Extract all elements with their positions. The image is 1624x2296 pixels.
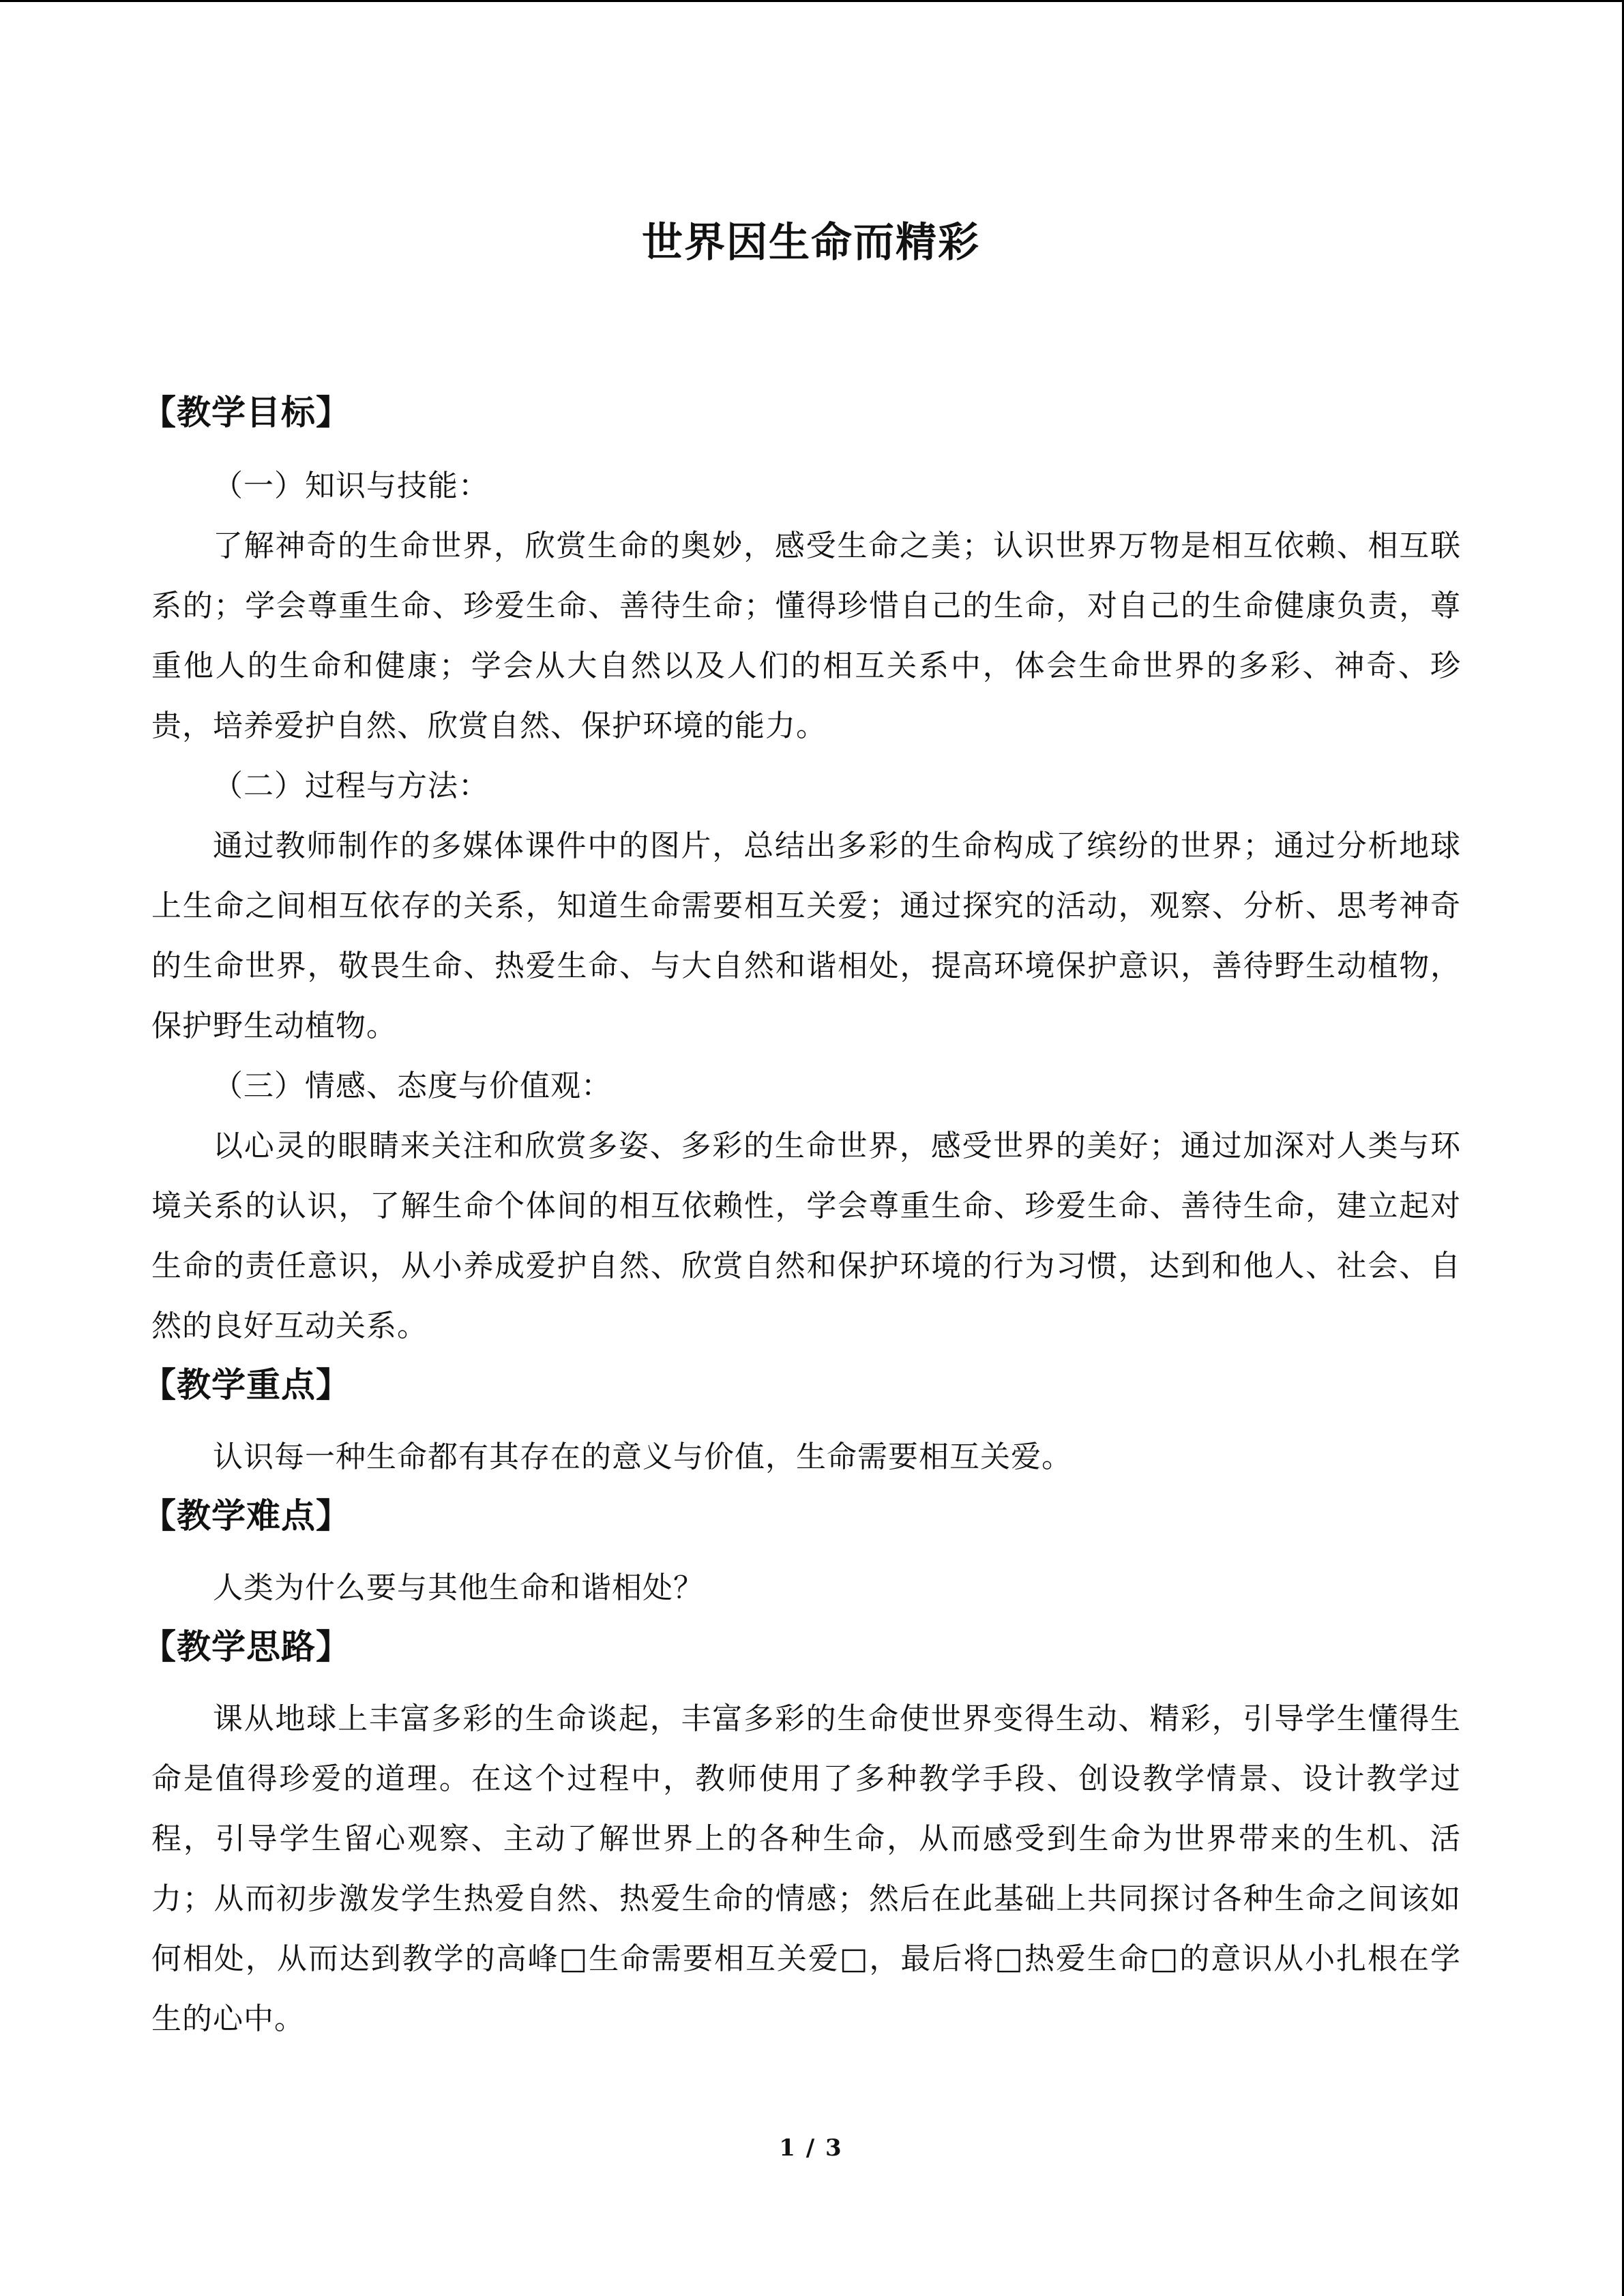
paragraph-knowledge-skills: 了解神奇的生命世界，欣赏生命的奥妙，感受生命之美；认识世界万物是相互依赖、相互联系的；学会尊重生命、珍爱生命、善待生命；懂得珍惜自己的生命，对自己的生命健康负责，尊重他人的生命和健康；学会从大自然以及人们的相互关系中，体会生命世界的多彩、神奇、珍贵，培养爱护自然、欣赏自然、保护环境的能力。 <box>151 528 1461 743</box>
subheading-process-method: （二）过程与方法： <box>213 769 489 803</box>
section-heading-approach: 【教学思路】 <box>142 1627 351 1667</box>
paragraph-process-method: 通过教师制作的多媒体课件中的图片，总结出多彩的生命构成了缤纷的世界；通过分析地球上生命之间相互依存的关系，知道生命需要相互关爱；通过探究的活动，观察、分析、思考神奇的生命世界，敬畏生命、热爱生命、与大自然和谐相处，提高环境保护意识，善待野生动植物，保护野生动植物。 <box>151 829 1461 1043</box>
section-heading-objectives: 【教学目标】 <box>142 393 351 432</box>
paragraph-emotion-values: 以心灵的眼睛来关注和欣赏多姿、多彩的生命世界，感受世界的美好；通过加深对人类与环境关系的认识，了解生命个体间的相互依赖性，学会尊重生命、珍爱生命、善待生命，建立起对生命的责任意识，从小养成爱护自然、欣赏自然和保护环境的行为习惯，达到和他人、社会、自然的良好互动关系。 <box>151 1129 1461 1343</box>
paragraph-approach: 课从地球上丰富多彩的生命谈起，丰富多彩的生命使世界变得生动、精彩，引导学生懂得生命是值得珍爱的道理。在这个过程中，教师使用了多种教学手段、创设教学情景、设计教学过程，引导学生留心观察、主动了解世界上的各种生命，从而感受到生命为世界带来的生机、活力；从而初步激发学生热爱自然、热爱生命的情感；然后在此基础上共同探讨各种生命之间该如何相处，从而达到教学的高峰□生命需要相互关爱□，最后将□热爱生命□的意识从小扎根在学生的心中。 <box>151 1701 1461 2036</box>
subheading-knowledge-skills: （一）知识与技能： <box>213 468 489 503</box>
document-body <box>142 384 1461 2049</box>
paragraph-key-points: 认识每一种生命都有其存在的意义与价值，生命需要相互关爱。 <box>213 1440 1072 1474</box>
page-number: 1 / 3 <box>779 2134 843 2162</box>
section-heading-key-points: 【教学重点】 <box>142 1365 351 1405</box>
document-title: 世界因生命而精彩 <box>642 219 980 267</box>
section-heading-difficulties: 【教学难点】 <box>142 1496 351 1536</box>
paragraph-difficulties: 人类为什么要与其他生命和谐相处？ <box>213 1570 704 1605</box>
subheading-emotion-values: （三）情感、态度与价值观： <box>213 1069 612 1103</box>
